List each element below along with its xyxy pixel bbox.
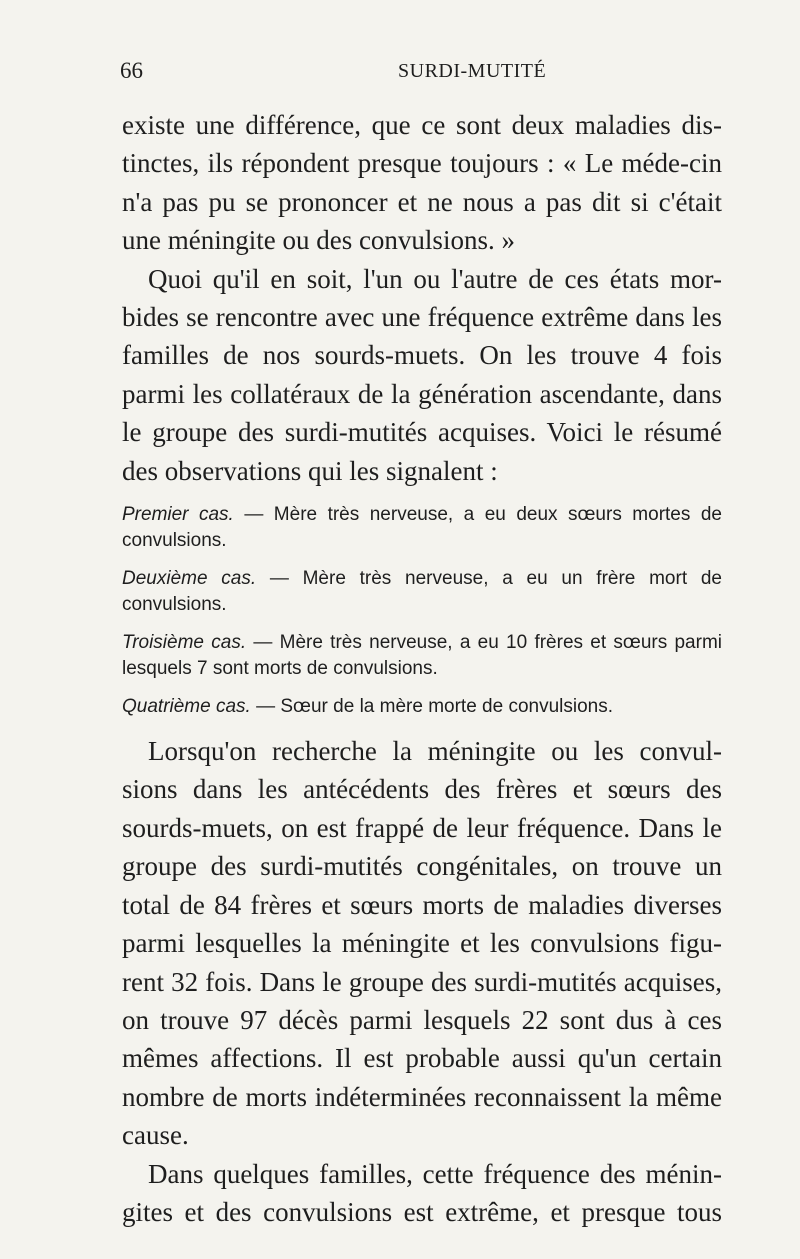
running-head xyxy=(120,58,720,88)
case-item xyxy=(122,630,722,682)
paragraph-4: Dans quelques familles, cette fréquence des ménin-gites et des convulsions est extrême, et presque tous xyxy=(122,1158,722,1227)
case-label: Troisième cas. xyxy=(122,632,247,654)
paragraph-1: existe une différence, que ce sont deux maladies dis-tinctes, ils répondent presque toujours : « Le méde-cin n'a pas pu se prononcer et ne nous a pas dit si c'était une méningite ou des convulsions. » xyxy=(122,110,722,256)
case-list xyxy=(122,502,722,720)
page-number: 66 xyxy=(120,58,143,83)
paragraph-2: Quoi qu'il en soit, l'un ou l'autre de ces états mor-bides se rencontre avec une fréquence extrême dans les familles de nos sourds-muets. On les trouve 4 fois parmi les collatéraux de la génération ascendante, dans le groupe des surdi-mutités acquises. Voici le résumé des observations qui les signalent : xyxy=(122,263,722,486)
paragraph-3: Lorsqu'on recherche la méningite ou les convul-sions dans les antécédents des frères et sœurs des sourds-muets, on est frappé de leur fréquence. Dans le groupe des surdi-mutités congénitales, on trouve un total de 84 frères et sœurs morts de maladies diverses parmi lesquelles la méningite et les convulsions figu-rent 32 fois. Dans le groupe des surdi-mutités acquises, on trouve 97 décès parmi lesquels 22 sont dus à ces mêmes affections. Il est probable aussi qu'un certain nombre de morts indéterminées reconnaissent la même cause. xyxy=(122,736,722,1151)
case-label: Premier cas. xyxy=(122,504,234,526)
case-item xyxy=(122,502,722,554)
case-text: — Sœur de la mère morte de convulsions. xyxy=(250,696,614,718)
case-label: Quatrième cas. xyxy=(122,696,251,718)
body-text xyxy=(122,106,722,1231)
running-title: SURDI-MUTITÉ xyxy=(398,60,547,82)
case-item xyxy=(122,566,722,618)
case-item xyxy=(122,694,722,720)
case-text: — Mère très nerveuse, a eu deux sœurs mortes de convulsions. xyxy=(122,504,722,552)
case-text: — Mère très nerveuse, a eu un frère mort de convulsions. xyxy=(122,568,722,616)
case-text: — Mère très nerveuse, a eu 10 frères et sœurs parmi lesquels 7 sont morts de convulsions. xyxy=(122,632,722,680)
case-label: Deuxième cas. xyxy=(122,568,257,590)
